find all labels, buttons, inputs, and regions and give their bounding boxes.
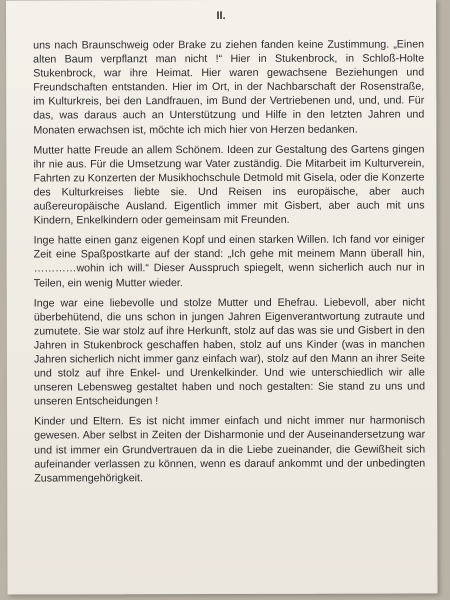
paragraph-move-heimat: uns nach Braunschweig oder Brake zu ziehen fanden keine Zustimmung. „Einen alten Baum verpflanzt man nicht !“ Hier in Stukenbrock, in Schloß-Holte Stukenbrock, war ihre Heimat. Hier waren gewachsene Beziehungen und Freundschaften entstanden. Hier im Ort, in der Nachbarschaft der Rosenstraße, im Kulturkreis, bei den Landfrauen, im Bund der Vertriebenen und, und, und. Für das, was daraus auch an Unterstützung und Hilfe in den letzten Jahren und Monaten erwachsen ist, möchte ich mich hier von Herzen bedanken. (33, 38, 425, 137)
paragraph-garden-culture: Mutter hatte Freude an allem Schönem. Ideen zur Gestaltung des Gartens gingen ihr nie aus. Für die Umsetzung war Vater zuständig. Die Mitarbeit im Kulturverein, Fahrten zu Konzerten der Musikhochschule Detmold mit Gisela, oder die Konzerte des Kulturkreises liebte sie. Und Reisen ins europäische, aber auch außereuropäische Ausland. Eigentlich immer mit Gisbert, aber auch mit uns Kindern, Enkelkindern oder gemeinsam mit Freunden. (33, 143, 425, 227)
paragraph-children-parents: Kinder und Eltern. Es ist nicht immer einfach und nicht immer nur harmonisch gewesen. Aber selbst in Zeiten der Disharmonie und der Auseinandersetzung war und ist immer ein Grundvertrauen da in die Liebe zueinander, die Gewißheit sich aufeinander verlassen zu können, wenn es darauf ankommt und der unbedingten Zusammengehörigkeit. (34, 414, 426, 485)
paragraph-loving-mother: Inge war eine liebevolle und stolze Mutter und Ehefrau. Liebevoll, aber nicht überbehütend, die uns schon in jungen Jahren Eigenverantwortung zutraute und zumutete. Sie war stolz auf ihre Herkunft, stolz auf das was sie und Gisbert in den Jahren in Stukenbrock geschaffen haben, stolz auf uns Kinder (was in manchen Jahren sicherlich nicht immer ganz einfach war), stolz auf den Mann an ihrer Seite und stolz auf ihre Enkel- und Urenkelkinder. Und wie unterschiedlich wir alle unseren Lebensweg gestaltet haben und noch gestalten: Sie stand zu uns und unseren Entscheidungen ! (33, 296, 426, 408)
paper-sheet (6, 0, 438, 595)
page-number: II. (216, 9, 226, 23)
paragraph-strong-will: Inge hatte einen ganz eigenen Kopf und einen starken Willen. Ich fand vor einiger Zeit eine Spaßpostkarte auf der stand: „Ich gehe mit meinem Mann überall hin, …………wohin ich will.“ Dieser Ausspruch spiegelt, wenn sicherlich auch nur in Teilen, ein wenig Mutter wieder. (33, 233, 425, 289)
body-text (33, 37, 425, 491)
